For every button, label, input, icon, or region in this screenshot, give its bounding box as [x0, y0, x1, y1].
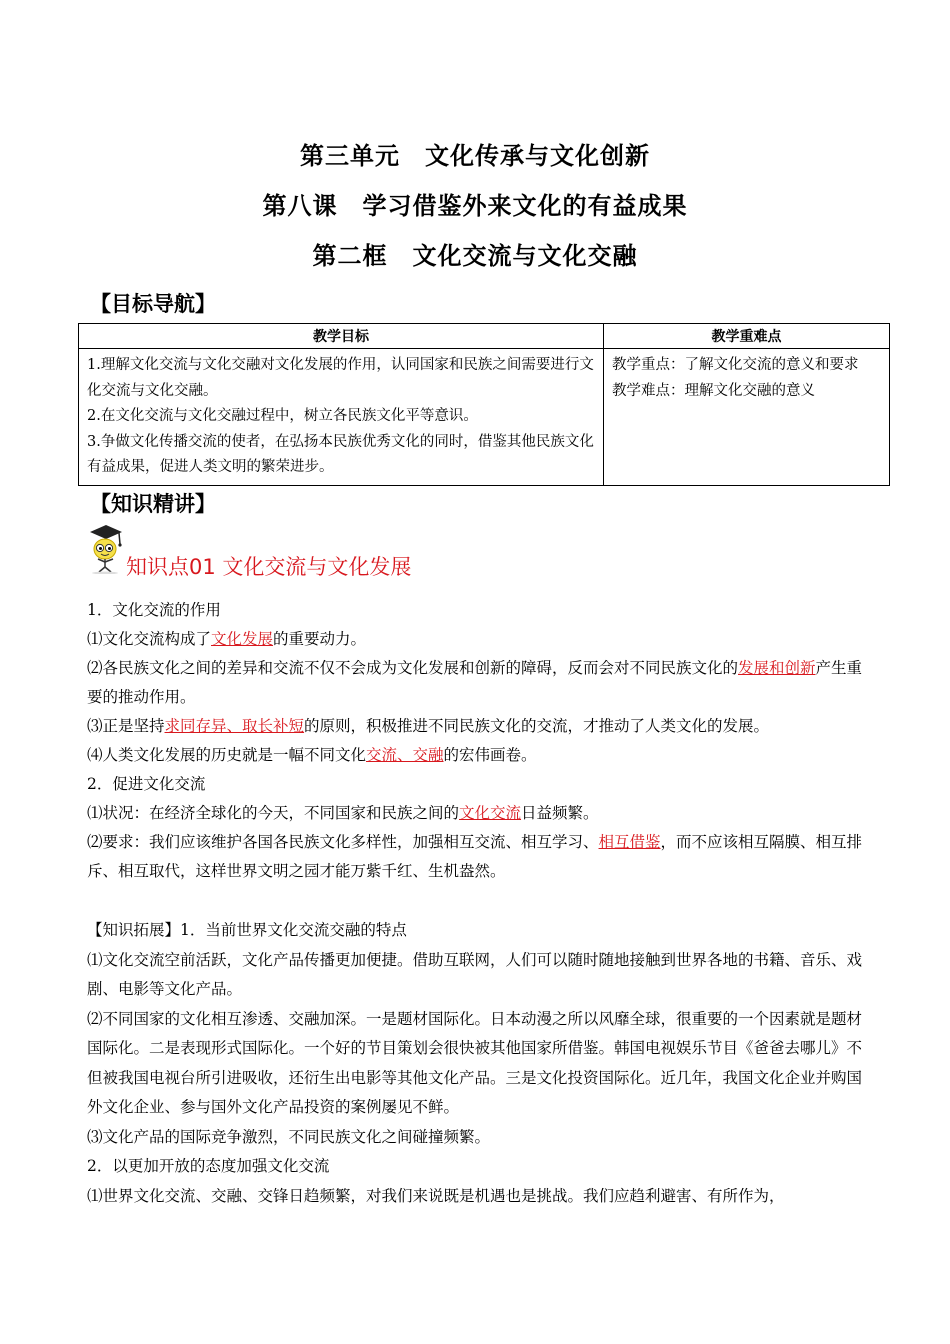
- frame-title: 第二框 文化交流与文化交融: [312, 242, 638, 270]
- knowledge-extension: [87, 916, 877, 1211]
- key-points-cell: [604, 349, 890, 486]
- text-segment: 日益频繁。: [521, 804, 599, 822]
- extension-paragraph: ⑶文化产品的国际竞争激烈，不同民族文化之间碰撞频繁。: [87, 1127, 491, 1146]
- text-segment: ⑴文化交流构成了: [87, 630, 212, 648]
- goal-item: 2.在文化交流与文化交融过程中，树立各民族文化平等意识。: [87, 408, 478, 424]
- highlighted-term: 发展和创新: [738, 659, 816, 677]
- extension-paragraph: ⑵不同国家的文化相互渗透、交融加深。一是题材国际化。日本动漫之所以风靡全球，很重要的一个因素就是题材国际化。二是表现形式国际化。一个好的节目策划会很快被其他国家所借鉴。韩国电视娱乐节目《爸爸去哪儿》不但被我国电视台所引进吸收，还衍生出电影等其他文化产品。三是文化投资国际化。近几年，我国文化企业并购国外文化企业、参与国外文化产品投资的案例屡见不鲜。: [87, 1009, 863, 1116]
- text-segment: ⑷人类文化发展的历史就是一幅不同文化: [87, 746, 367, 764]
- knowledge-point-title: 知识点01 文化交流与文化发展: [126, 555, 412, 579]
- lesson-title: 第八课 学习借鉴外来文化的有益成果: [262, 192, 688, 220]
- text-segment: ⑶正是坚持: [87, 717, 165, 735]
- text-segment: ⑴状况：在经济全球化的今天，不同国家和民族之间的: [87, 804, 460, 822]
- teaching-goals-cell: [79, 349, 604, 486]
- text-segment: ⑵各民族文化之间的差异和交流不仅不会成为文化发展和创新的障碍，反而会对不同民族文化的: [87, 659, 739, 677]
- extension-paragraph: ⑴世界文化交流、交融、交锋日趋频繁，对我们来说既是机遇也是挑战。我们应趋利避害、有所作为，: [87, 1186, 785, 1205]
- key-point-text: 教学重点：了解文化交流的意义和要求: [612, 357, 859, 373]
- content-paragraph: [87, 741, 877, 770]
- text-segment: ⑵要求：我们应该维护各国各民族文化多样性，加强相互交流、相互学习、: [87, 833, 599, 851]
- goals-table: [78, 323, 890, 486]
- goal-item: 1.理解文化交流与文化交融对文化发展的作用，认同国家和民族之间需要进行文化交流与文化交融。: [87, 357, 594, 399]
- content-paragraph: [87, 712, 877, 741]
- knowledge-content: [87, 596, 877, 886]
- knowledge-section-heading: 【知识精讲】: [90, 492, 216, 516]
- content-paragraph: [87, 654, 877, 712]
- content-paragraph: [87, 799, 877, 828]
- text-segment: 的原则，积极推进不同民族文化的交流，才推动了人类文化的发展。: [304, 717, 770, 735]
- highlighted-term: 文化交流: [459, 804, 522, 822]
- difficulty-text: 教学难点：理解文化交融的意义: [612, 382, 815, 399]
- goals-column-header: 教学目标: [79, 324, 604, 349]
- extension-heading: 【知识拓展】1．当前世界文化交流交融的特点: [87, 921, 407, 939]
- content-heading: 2．促进文化交流: [87, 775, 206, 793]
- goal-item: 3.争做文化传播交流的使者，在弘扬本民族优秀文化的同时，借鉴其他民族文化有益成果，促进人类文明的繁荣进步。: [87, 433, 594, 475]
- extension-paragraph: ⑴文化交流空前活跃，文化产品传播更加便捷。借助互联网，人们可以随时随地接触到世界各地的书籍、音乐、戏剧、电影等文化产品。: [87, 950, 863, 998]
- highlighted-term: 文化发展: [211, 630, 274, 648]
- highlighted-term: 求同存异、取长补短: [164, 717, 305, 735]
- key-points-column-header: 教学重难点: [604, 324, 890, 349]
- highlighted-term: 交流、交融: [366, 746, 444, 764]
- goals-table-header-row: [79, 324, 890, 349]
- goals-table-row: [79, 349, 890, 486]
- goals-section-heading: 【目标导航】: [90, 292, 216, 316]
- graduate-cap-icon: [86, 522, 126, 574]
- text-segment: 的重要动力。: [273, 630, 367, 648]
- extension-subheading: 2．以更加开放的态度加强文化交流: [87, 1157, 330, 1175]
- highlighted-term: 相互借鉴: [598, 833, 661, 851]
- content-heading: 1．文化交流的作用: [87, 601, 221, 619]
- text-segment: ，而不应该相互隔膜、相互排斥、相互取代，这样世界文明之园才能万紫千红、生机盎然。: [87, 833, 863, 880]
- content-paragraph: [87, 625, 877, 654]
- unit-title: 第三单元 文化传承与文化创新: [300, 142, 650, 170]
- text-segment: 产生重要的推动作用。: [87, 659, 863, 706]
- text-segment: 的宏伟画卷。: [443, 746, 537, 764]
- content-paragraph: [87, 828, 877, 886]
